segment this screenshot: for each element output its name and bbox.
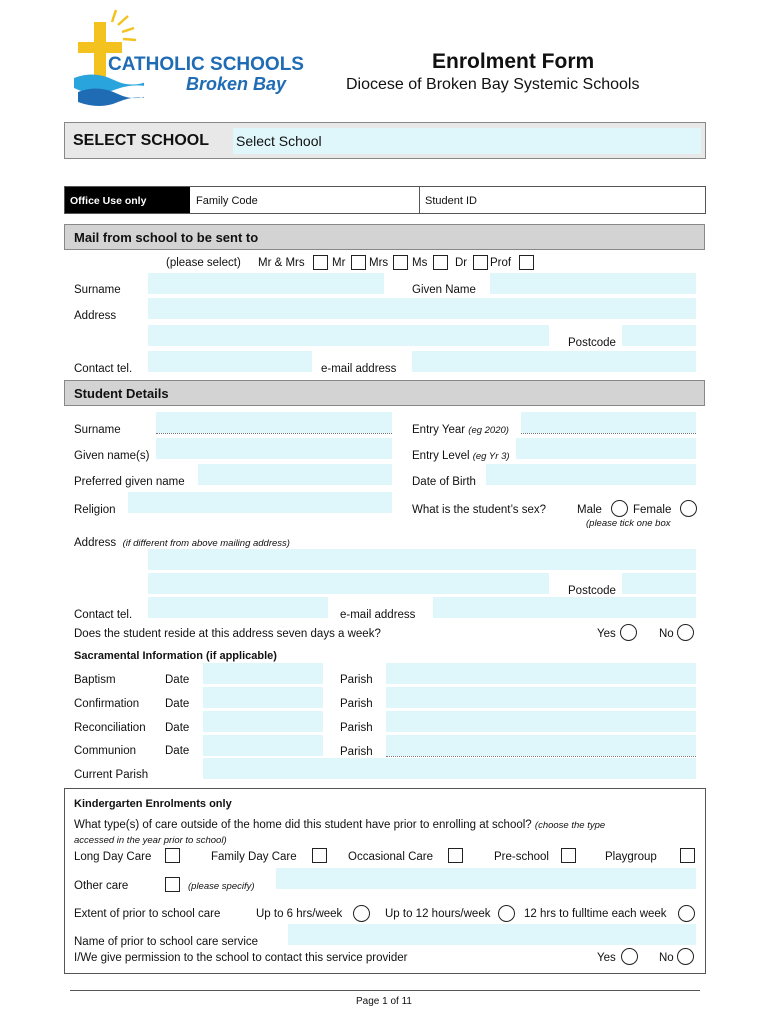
mail-heading: Mail from school to be sent to (74, 230, 259, 245)
logo (74, 8, 314, 112)
mail-email-input[interactable] (412, 351, 696, 372)
confirmation-date-label: Date (165, 698, 190, 710)
mail-given-name-input[interactable] (490, 273, 696, 294)
reside-yes-label: Yes (597, 628, 616, 640)
title-ms-checkbox[interactable] (433, 255, 448, 270)
sex-question: What is the student’s sex? (412, 504, 547, 516)
current-parish-label: Current Parish (74, 769, 149, 781)
dob-label: Date of Birth (412, 476, 476, 488)
title-mr-mrs-checkbox[interactable] (313, 255, 328, 270)
current-parish-input[interactable] (203, 758, 696, 779)
student-email-input[interactable] (433, 597, 696, 618)
reside-yes-radio[interactable] (620, 624, 637, 641)
confirmation-date-input[interactable] (203, 687, 323, 708)
confirmation-parish-input[interactable] (386, 687, 696, 708)
select-school-value: Select School (236, 133, 322, 149)
student-contact-input[interactable] (148, 597, 328, 618)
preferred-name-input[interactable] (198, 464, 392, 485)
student-postcode-label: Postcode (568, 585, 616, 597)
religion-input[interactable] (128, 492, 392, 513)
mail-address-label: Address (74, 310, 117, 322)
student-heading: Student Details (74, 386, 169, 401)
title-prof-label: Prof (490, 257, 512, 269)
communion-date-label: Date (165, 745, 190, 757)
logo-line1: CATHOLIC SCHOOLS (108, 54, 304, 75)
reconciliation-date-label: Date (165, 722, 190, 734)
student-section-header (64, 380, 705, 406)
permission-yes-radio[interactable] (621, 948, 638, 965)
occasional-care-checkbox[interactable] (448, 848, 463, 863)
select-school-dropdown[interactable] (233, 128, 701, 154)
other-care-input[interactable] (276, 868, 696, 889)
reside-no-label: No (659, 628, 674, 640)
student-surname-underline (156, 433, 392, 434)
title-mr-checkbox[interactable] (351, 255, 366, 270)
mail-postcode-input[interactable] (622, 325, 696, 346)
logo-line2: Broken Bay (186, 74, 287, 94)
title-select-prompt: (please select) (166, 257, 241, 269)
student-address-line1-input[interactable] (148, 549, 696, 570)
office-use-label-cell (65, 187, 190, 213)
family-day-care-checkbox[interactable] (312, 848, 327, 863)
playgroup-label: Playgroup (605, 851, 657, 863)
reside-question: Does the student reside at this address seven days a week? (74, 628, 381, 640)
entry-level-label (412, 450, 510, 462)
baptism-parish-input[interactable] (386, 663, 696, 684)
title-ms-label: Ms (412, 257, 428, 269)
page-number: Page 1 of 11 (356, 996, 412, 1007)
title-dr-label: Dr (455, 257, 468, 269)
long-day-care-label: Long Day Care (74, 851, 152, 863)
reside-no-radio[interactable] (677, 624, 694, 641)
extent-6hrs-radio[interactable] (353, 905, 370, 922)
religion-label: Religion (74, 504, 116, 516)
entry-year-input[interactable] (521, 412, 696, 433)
other-care-hint: (please specify) (188, 881, 255, 892)
given-names-label: Given name(s) (74, 450, 150, 462)
occasional-care-label: Occasional Care (348, 851, 434, 863)
student-surname-label: Surname (74, 424, 121, 436)
title-prof-checkbox[interactable] (519, 255, 534, 270)
male-label: Male (577, 504, 602, 516)
kinder-question-hint2: accessed in the year prior to school) (74, 835, 227, 846)
communion-parish-label: Parish (340, 746, 373, 758)
mail-given-name-label: Given Name (412, 284, 476, 296)
baptism-label: Baptism (74, 674, 116, 686)
baptism-parish-label: Parish (340, 674, 373, 686)
extent-label: Extent of prior to school care (74, 908, 221, 920)
kinder-question-hint1: (choose the type (534, 820, 606, 831)
extent-fulltime-radio[interactable] (678, 905, 695, 922)
family-day-care-label: Family Day Care (211, 851, 297, 863)
office-use-label: Office Use only (70, 195, 147, 207)
student-address-hint: (if different from above mailing address) (122, 538, 290, 549)
preferred-name-label: Preferred given name (74, 476, 185, 488)
select-school-label: SELECT SCHOOL (73, 132, 210, 149)
pre-school-label: Pre-school (494, 851, 549, 863)
select-school-box (64, 122, 706, 159)
reconciliation-parish-label: Parish (340, 722, 373, 734)
female-radio[interactable] (680, 500, 697, 517)
student-surname-input[interactable] (156, 412, 392, 433)
sacramental-heading: Sacramental Information (if applicable) (74, 650, 277, 662)
family-code-label: Family Code (196, 195, 258, 207)
reconciliation-label: Reconciliation (74, 722, 146, 734)
mail-surname-label: Surname (74, 284, 121, 296)
reconciliation-date-input[interactable] (203, 711, 323, 732)
entry-level-hint: (eg Yr 3) (472, 451, 510, 462)
confirmation-parish-label: Parish (340, 698, 373, 710)
mail-section-header (64, 224, 705, 250)
entry-year-hint: (eg 2020) (468, 425, 509, 436)
playgroup-checkbox[interactable] (680, 848, 695, 863)
title-mrs-label: Mrs (369, 257, 389, 269)
mail-contact-input[interactable] (148, 351, 312, 372)
permission-no-label: No (659, 952, 674, 964)
confirmation-label: Confirmation (74, 698, 140, 710)
form-subtitle: Diocese of Broken Bay Systemic Schools (346, 76, 640, 93)
male-radio[interactable] (611, 500, 628, 517)
title-mr-mrs-label: Mr & Mrs (258, 257, 305, 269)
baptism-date-input[interactable] (203, 663, 323, 684)
baptism-date-label: Date (165, 674, 190, 686)
student-address-text: Address (74, 537, 117, 549)
office-use-row (64, 186, 706, 214)
service-name-input[interactable] (288, 924, 696, 945)
student-postcode-input[interactable] (622, 573, 696, 594)
office-divider (419, 187, 420, 213)
communion-label: Communion (74, 745, 136, 757)
communion-date-input[interactable] (203, 735, 323, 756)
communion-parish-underline (386, 756, 696, 757)
footer-rule (70, 990, 700, 991)
mail-address-line1-input[interactable] (148, 298, 696, 319)
kinder-question-text: What type(s) of care outside of the home did this student have prior to enrolling at school? (74, 819, 532, 831)
mail-contact-label: Contact tel. (74, 363, 133, 375)
pre-school-checkbox[interactable] (561, 848, 576, 863)
communion-parish-input[interactable] (386, 735, 696, 756)
given-names-input[interactable] (156, 438, 392, 459)
extent-6hrs-label: Up to 6 hrs/week (256, 908, 343, 920)
extent-12hrs-radio[interactable] (498, 905, 515, 922)
student-contact-label: Contact tel. (74, 609, 133, 621)
permission-yes-label: Yes (597, 952, 616, 964)
reconciliation-parish-input[interactable] (386, 711, 696, 732)
entry-year-text: Entry Year (412, 424, 466, 436)
mail-email-label: e-mail address (321, 363, 397, 375)
entry-year-label (412, 424, 509, 436)
entry-level-text: Entry Level (412, 450, 470, 462)
title-mrs-checkbox[interactable] (393, 255, 408, 270)
entry-level-input[interactable] (516, 438, 696, 459)
student-address-line2-input[interactable] (148, 573, 549, 594)
kinder-heading: Kindergarten Enrolments only (74, 798, 232, 810)
student-id-label: Student ID (425, 195, 477, 207)
other-care-label: Other care (74, 880, 129, 892)
mail-address-line2-input[interactable] (148, 325, 549, 346)
other-care-checkbox[interactable] (165, 877, 180, 892)
form-title: Enrolment Form (432, 50, 595, 73)
student-address-label (74, 537, 290, 549)
tick-hint: (please tick one box (586, 518, 671, 529)
permission-no-radio[interactable] (677, 948, 694, 965)
extent-fulltime-label: 12 hrs to fulltime each week (524, 908, 667, 920)
title-dr-checkbox[interactable] (473, 255, 488, 270)
entry-year-underline (521, 433, 696, 434)
extent-12hrs-label: Up to 12 hours/week (385, 908, 491, 920)
permission-label: I/We give permission to the school to contact this service provider (74, 952, 408, 964)
mail-postcode-label: Postcode (568, 337, 616, 349)
kinder-question (74, 819, 605, 831)
service-name-label: Name of prior to school care service (74, 936, 259, 948)
title-mr-label: Mr (332, 257, 346, 269)
long-day-care-checkbox[interactable] (165, 848, 180, 863)
student-email-label: e-mail address (340, 609, 416, 621)
female-label: Female (633, 504, 672, 516)
dob-input[interactable] (486, 464, 696, 485)
mail-surname-input[interactable] (148, 273, 384, 294)
